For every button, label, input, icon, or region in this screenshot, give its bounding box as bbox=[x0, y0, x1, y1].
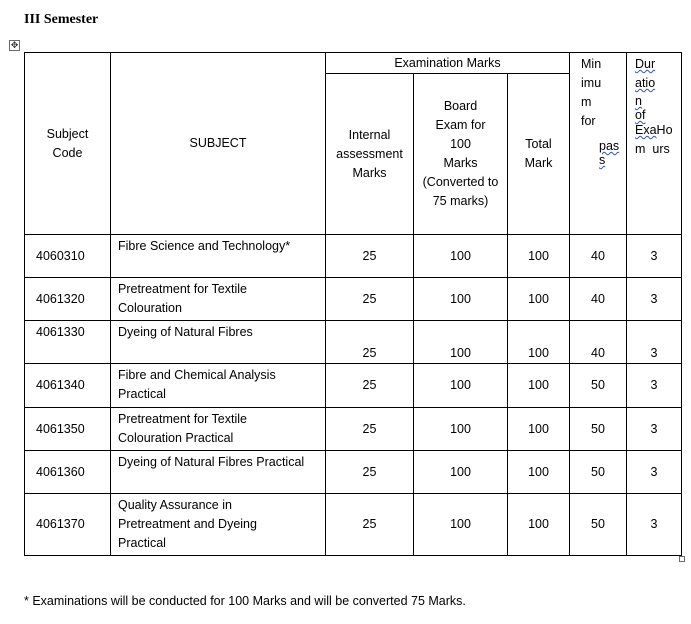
subject-name: Pretreatment for Textile Colouration Practical bbox=[111, 408, 326, 451]
internal-marks: 25 bbox=[326, 364, 414, 408]
subject-code: 4060310 bbox=[25, 235, 111, 278]
total-marks: 100 bbox=[508, 364, 570, 408]
subject-name: Dyeing of Natural Fibres bbox=[111, 321, 326, 364]
subject-code: 4061350 bbox=[25, 408, 111, 451]
board-marks: 100 bbox=[414, 321, 508, 364]
footnote: * Examinations will be conducted for 100 Marks and will be converted 75 Marks. bbox=[24, 594, 466, 608]
table-row bbox=[25, 451, 682, 494]
board-marks: 100 bbox=[414, 278, 508, 321]
board-marks: 100 bbox=[414, 494, 508, 556]
marks-table bbox=[24, 52, 682, 556]
table-row bbox=[25, 408, 682, 451]
duration-hours: 3 bbox=[627, 235, 682, 278]
header-exam-marks: Examination Marks bbox=[326, 53, 570, 74]
duration-hours: 3 bbox=[627, 278, 682, 321]
total-marks: 100 bbox=[508, 408, 570, 451]
subject-code: 4061370 bbox=[25, 494, 111, 556]
subject-name: Quality Assurance in Pretreatment and Dyeing Practical bbox=[111, 494, 326, 556]
subject-name: Dyeing of Natural Fibres Practical bbox=[111, 451, 326, 494]
duration-hours: 3 bbox=[627, 408, 682, 451]
table-row bbox=[25, 321, 682, 364]
table-row bbox=[25, 278, 682, 321]
duration-hours: 3 bbox=[627, 451, 682, 494]
subject-name: Fibre and Chemical Analysis Practical bbox=[111, 364, 326, 408]
header-board: Board Exam for 100 Marks (Converted to 75 marks) bbox=[414, 74, 508, 235]
board-marks: 100 bbox=[414, 235, 508, 278]
table-resize-handle-icon[interactable] bbox=[679, 556, 685, 562]
duration-hours: 3 bbox=[627, 494, 682, 556]
internal-marks: 25 bbox=[326, 321, 414, 364]
minimum-marks: 40 bbox=[570, 321, 627, 364]
table-row bbox=[25, 494, 682, 556]
minimum-marks: 50 bbox=[570, 494, 627, 556]
board-marks: 100 bbox=[414, 451, 508, 494]
duration-hours: 3 bbox=[627, 321, 682, 364]
total-marks: 100 bbox=[508, 278, 570, 321]
duration-hours: 3 bbox=[627, 364, 682, 408]
minimum-marks: 40 bbox=[570, 278, 627, 321]
header-subject: SUBJECT bbox=[111, 53, 326, 235]
total-marks: 100 bbox=[508, 494, 570, 556]
subject-code: 4061330 bbox=[25, 321, 111, 364]
minimum-marks: 40 bbox=[570, 235, 627, 278]
internal-marks: 25 bbox=[326, 494, 414, 556]
total-marks: 100 bbox=[508, 321, 570, 364]
internal-marks: 25 bbox=[326, 451, 414, 494]
subject-code: 4061360 bbox=[25, 451, 111, 494]
internal-marks: 25 bbox=[326, 278, 414, 321]
semester-heading: III Semester bbox=[24, 12, 99, 27]
subject-code: 4061340 bbox=[25, 364, 111, 408]
header-minimum: Min imu m for pas s bbox=[570, 53, 627, 235]
total-marks: 100 bbox=[508, 235, 570, 278]
table-move-handle-icon[interactable]: ✥ bbox=[10, 40, 19, 50]
header-duration: Dur atio n of ExaHo m urs bbox=[627, 53, 682, 235]
table-row bbox=[25, 235, 682, 278]
minimum-marks: 50 bbox=[570, 364, 627, 408]
header-subject-code: Subject Code bbox=[25, 53, 111, 235]
table-row bbox=[25, 364, 682, 408]
minimum-marks: 50 bbox=[570, 408, 627, 451]
board-marks: 100 bbox=[414, 408, 508, 451]
header-total: Total Mark bbox=[508, 74, 570, 235]
minimum-marks: 50 bbox=[570, 451, 627, 494]
subject-code: 4061320 bbox=[25, 278, 111, 321]
internal-marks: 25 bbox=[326, 235, 414, 278]
header-internal: Internal assessment Marks bbox=[326, 74, 414, 235]
subject-name: Pretreatment for Textile Colouration bbox=[111, 278, 326, 321]
internal-marks: 25 bbox=[326, 408, 414, 451]
total-marks: 100 bbox=[508, 451, 570, 494]
subject-name: Fibre Science and Technology* bbox=[111, 235, 326, 278]
board-marks: 100 bbox=[414, 364, 508, 408]
